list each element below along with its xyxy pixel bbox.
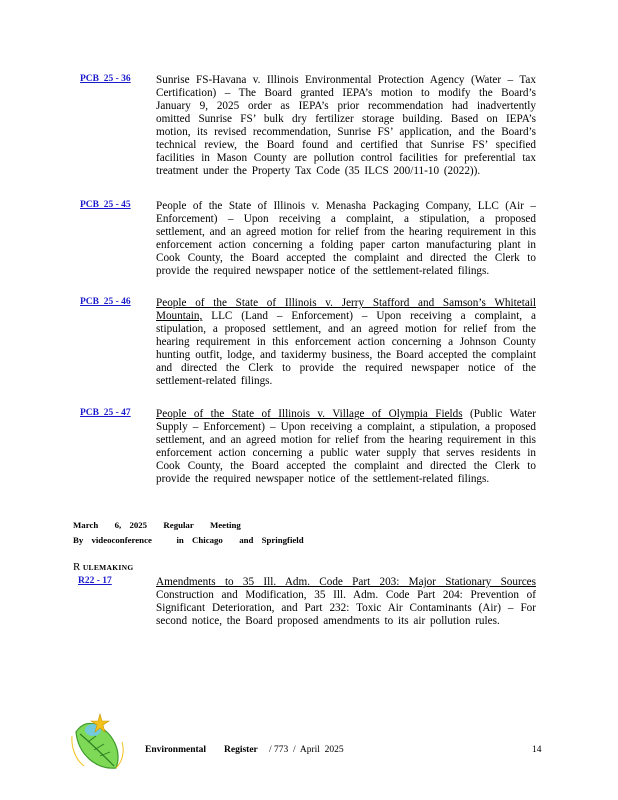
meeting-location: By videoconference in Chicago and Springfield bbox=[73, 535, 304, 545]
entry-description: People of the State of Illinois v. Menasha Packaging Company, LLC (Air – Enforcement) – Upon receiving a complaint, a stipulation, a proposed settlement, and an agreed motion for relief from the hearing requirement in this enforcement action concerning a folding paper carton manufacturing plant in Cook County, the Board accepted the complaint and directed the Clerk to provide the required newspaper notice of the settlement-related filings. bbox=[156, 200, 536, 277]
rule-summary: Construction and Modification, 35 Ill. Adm. Code Part 204: Prevention of Significant Deterioration, and Part 232: Toxic Air Contaminants (Air) – For second notice, the Board proposed amendments to its air pollution rules. bbox=[156, 589, 536, 627]
case-title: People of the State of Illinois v. Jerry Stafford and Samson’s Whitetail Mountain, bbox=[156, 297, 536, 322]
rule-title: Amendments to 35 Ill. Adm. Code Part 203: Major Stationary Sources bbox=[156, 576, 536, 588]
case-number-link[interactable]: PCB 25 - 36 bbox=[80, 74, 131, 84]
case-title: People of the State of Illinois v. Village of Olympia Fields bbox=[156, 408, 463, 420]
footer-register-label: Register bbox=[224, 745, 258, 755]
entry-description bbox=[156, 297, 536, 388]
case-number-link[interactable]: PCB 25 - 47 bbox=[80, 408, 131, 418]
entry-description: Sunrise FS-Havana v. Illinois Environmental Protection Agency (Water – Tax Certification) – The Board granted IEPA’s motion to modify the Board’s January 9, 2025 order as IEPA’s prior recommendation had inadvertently omitted Sunrise FS’ bulk dry fertilizer storage building. Based on IEPA’s motion, its revised recommendation, Sunrise FS’ application, and the Board’s technical review, the Board found and certified that Sunrise FS’ specified facilities in Mason County are pollution control facilities for preferential tax treatment under the Property Tax Code (35 ILCS 200/11-10 (2022)). bbox=[156, 74, 536, 177]
case-number-link[interactable]: PCB 25 - 45 bbox=[80, 200, 131, 210]
page-number: 14 bbox=[532, 745, 542, 755]
case-summary: (Public Water Supply – Enforcement) – Upon receiving a complaint, a stipulation, a proposed settlement, and an agreed motion for relief from the hearing requirement in this enforcement action concerning a public water supply that serves residents in Cook County, the Board accepted the complaint and directed the Clerk to provide the required newspaper notice of the settlement-related filings. bbox=[156, 408, 536, 485]
case-number-link[interactable]: PCB 25 - 46 bbox=[80, 297, 131, 307]
footer-publication-name: Environmental bbox=[145, 745, 207, 755]
footer-issue: / 773 / April 2025 bbox=[269, 745, 344, 755]
case-summary: LLC (Land – Enforcement) – Upon receiving a complaint, a stipulation, a proposed settlement, and an agreed motion for relief from the hearing requirement in this enforcement action concerning a Johnson County hunting outfit, lodge, and taxidermy business, the Board accepted the complaint and directed the Clerk to provide the required newspaper notice of the settlement-related filings. bbox=[156, 310, 536, 387]
entry-description bbox=[156, 576, 536, 628]
entry-description bbox=[156, 408, 536, 486]
section-heading-rulemaking: R ULEMAKING bbox=[73, 561, 134, 573]
meeting-date: March 6, 2025 Regular Meeting bbox=[73, 520, 241, 530]
environmental-register-leaf-logo bbox=[70, 712, 126, 770]
docket-number-link[interactable]: R22 - 17 bbox=[78, 576, 112, 586]
